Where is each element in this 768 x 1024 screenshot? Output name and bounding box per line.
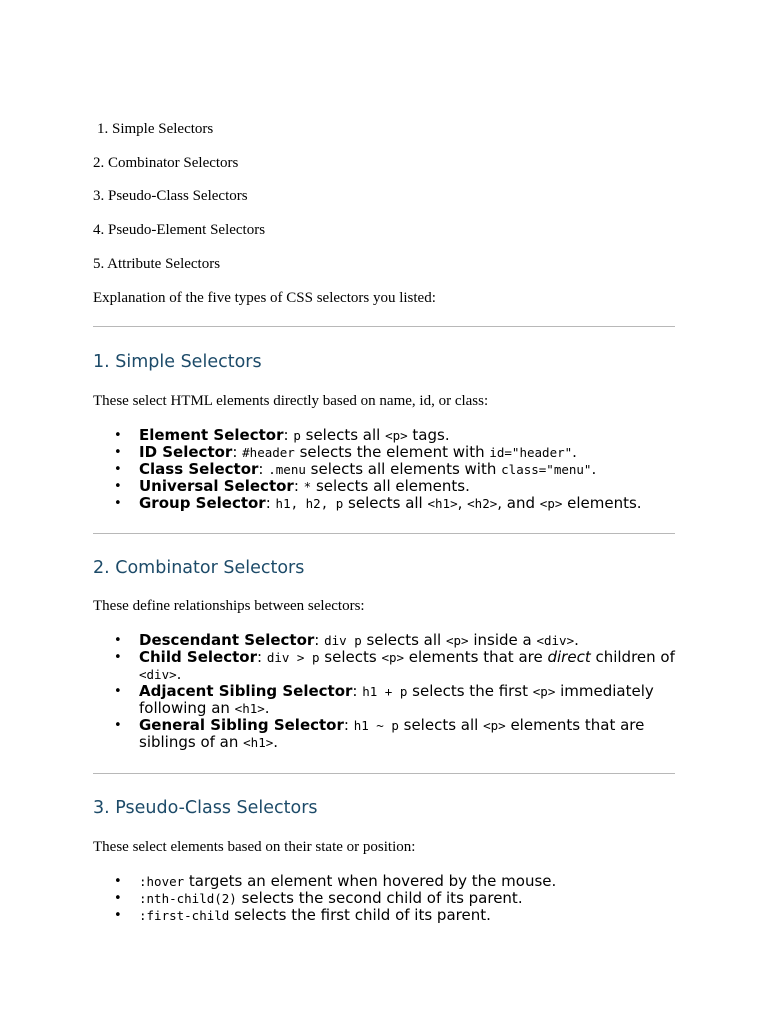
- code: <p>: [539, 496, 563, 511]
- explanation-text: Explanation of the five types of CSS selectors you listed:: [93, 290, 436, 306]
- term: Adjacent Sibling Selector: [139, 682, 353, 700]
- section-intro: These select HTML elements directly based on name, id, or class:: [93, 393, 489, 409]
- code: <h1>: [243, 735, 274, 750]
- code: <h1>: [234, 701, 265, 716]
- code: :nth-child(2): [139, 891, 237, 906]
- code: <div>: [536, 633, 575, 648]
- code: h1, h2, p: [275, 496, 344, 511]
- term: Element Selector: [139, 426, 284, 444]
- list-item: • Element Selector: p selects all <p> tags.: [139, 427, 675, 444]
- divider: [93, 533, 675, 534]
- divider: [93, 326, 675, 327]
- term: Class Selector: [139, 460, 259, 478]
- code: div > p: [266, 650, 320, 665]
- list-item: • Child Selector: div > p selects <p> elements that are direct children of <div>.: [139, 649, 675, 683]
- code: class="menu": [501, 462, 592, 477]
- code: <p>: [483, 718, 506, 733]
- term: General Sibling Selector: [139, 716, 344, 734]
- code: :hover: [139, 874, 185, 889]
- code: <p>: [385, 428, 408, 443]
- term: Descendant Selector: [139, 631, 315, 649]
- toc-item: 5. Attribute Selectors: [93, 256, 221, 272]
- term: ID Selector: [139, 443, 233, 461]
- code: .menu: [268, 462, 306, 477]
- code: <h1>: [427, 496, 458, 511]
- list-item: • Class Selector: .menu selects all elements with class="menu".: [139, 461, 675, 478]
- section-heading-combinator: 2. Combinator Selectors: [93, 558, 305, 578]
- section-heading-simple: 1. Simple Selectors: [93, 352, 262, 372]
- code: id="header": [489, 445, 573, 460]
- list-item: • ID Selector: #header selects the element with id="header".: [139, 444, 675, 461]
- toc-item: 1. Simple Selectors: [97, 121, 214, 137]
- code: p: [293, 428, 301, 443]
- toc-item: 4. Pseudo-Element Selectors: [93, 222, 266, 238]
- list-item: • Descendant Selector: div p selects all <p> inside a <div>.: [139, 632, 675, 649]
- list-item: • :hover targets an element when hovered by the mouse.: [139, 873, 675, 890]
- section-intro: These define relationships between selectors:: [93, 598, 365, 614]
- section-heading-pseudo-class: 3. Pseudo-Class Selectors: [93, 798, 318, 818]
- code: h1 + p: [362, 684, 408, 699]
- simple-selectors-list: [93, 427, 675, 512]
- section-intro: These select elements based on their state or position:: [93, 839, 416, 855]
- code: <h2>: [467, 496, 498, 511]
- term: Universal Selector: [139, 477, 294, 495]
- emphasis: direct: [547, 648, 591, 666]
- divider: [93, 773, 675, 774]
- list-item: • :first-child selects the first child of its parent.: [139, 907, 675, 924]
- code: <div>: [139, 667, 177, 682]
- list-item: • Adjacent Sibling Selector: h1 + p selects the first <p> immediately following an <h1>.: [139, 683, 675, 717]
- code: :first-child: [139, 908, 230, 923]
- list-item: • Group Selector: h1, h2, p selects all <h1>, <h2>, and <p> elements.: [139, 495, 675, 512]
- toc-item: 3. Pseudo-Class Selectors: [93, 188, 248, 204]
- pseudo-class-selectors-list: [93, 873, 675, 924]
- code: h1 ~ p: [353, 718, 399, 733]
- list-item: • Universal Selector: * selects all elements.: [139, 478, 675, 495]
- combinator-selectors-list: [93, 632, 675, 751]
- term: Group Selector: [139, 494, 266, 512]
- code: #header: [242, 445, 295, 460]
- code: <p>: [381, 650, 405, 665]
- code: <p>: [445, 633, 469, 648]
- code: <p>: [532, 684, 556, 699]
- list-item: • General Sibling Selector: h1 ~ p selects all <p> elements that are siblings of an <h1>.: [139, 717, 675, 751]
- list-item: • :nth-child(2) selects the second child of its parent.: [139, 890, 675, 907]
- term: Child Selector: [139, 648, 257, 666]
- toc-item: 2. Combinator Selectors: [93, 155, 239, 171]
- code: div p: [324, 633, 362, 648]
- code: *: [303, 479, 312, 494]
